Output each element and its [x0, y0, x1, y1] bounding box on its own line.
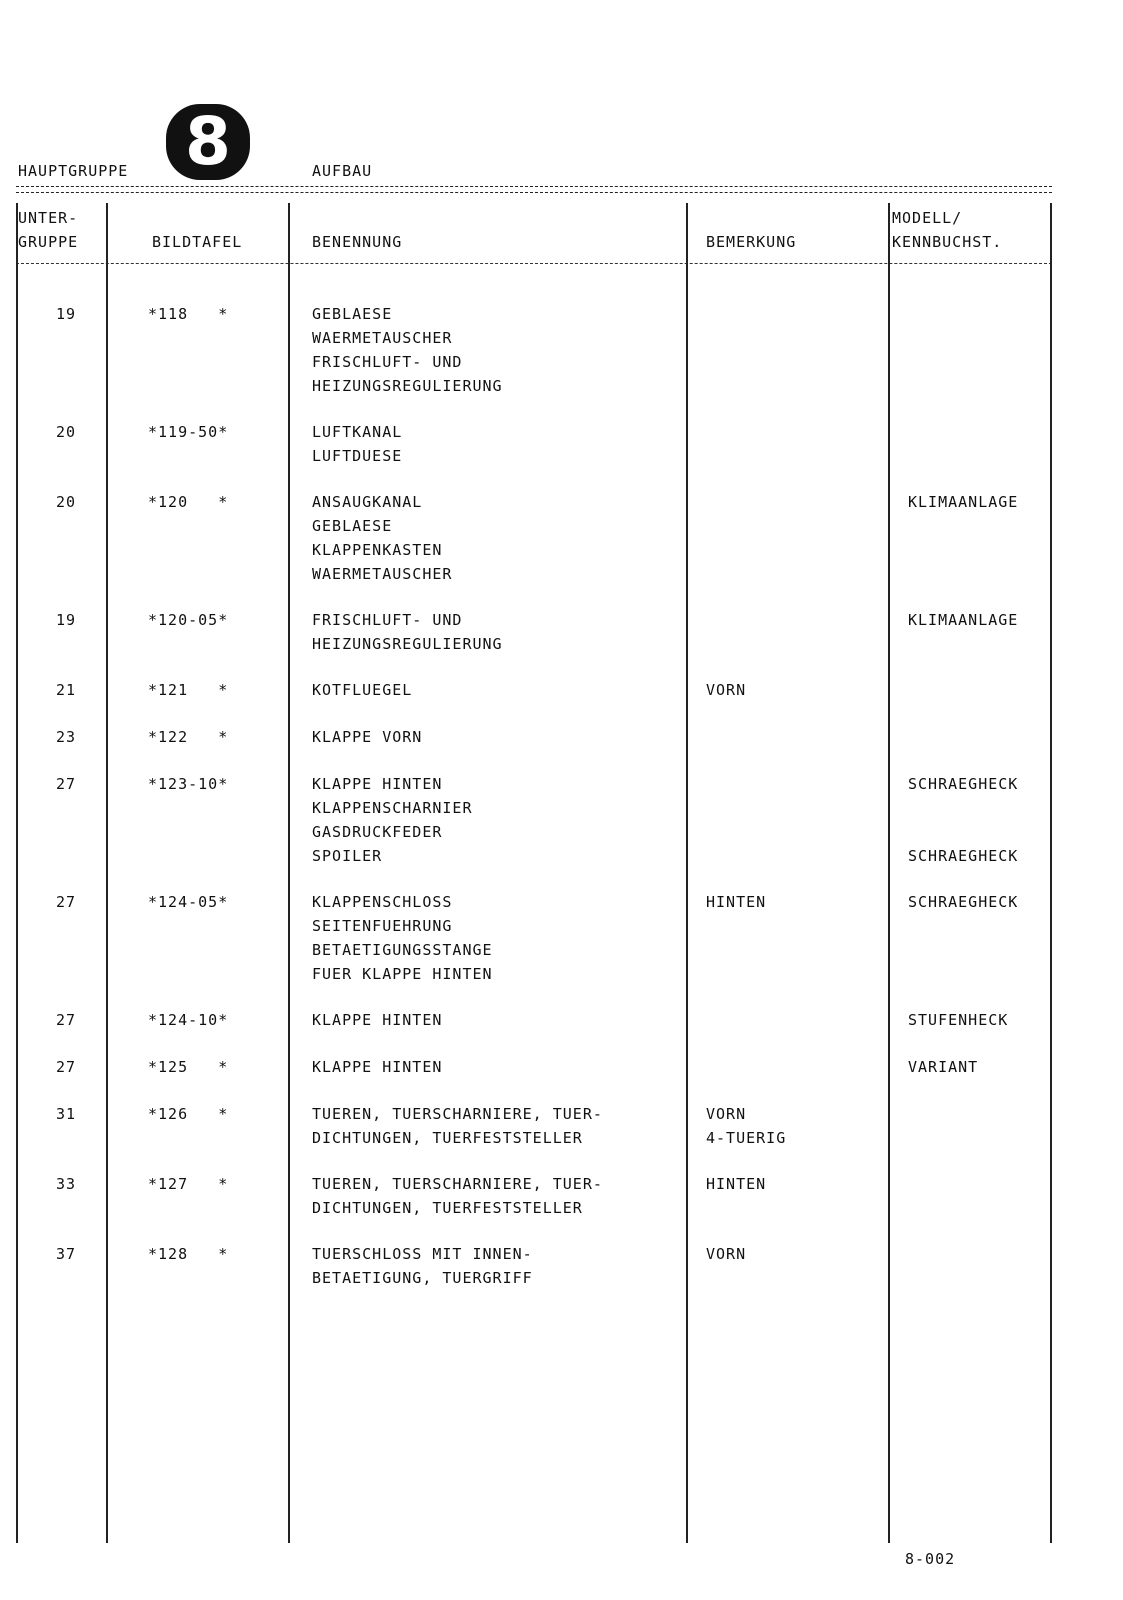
- group-label: HAUPTGRUPPE: [18, 162, 129, 180]
- untergruppe-cell: 27: [56, 1011, 77, 1029]
- bildtafel-cell: *118 *: [148, 305, 229, 323]
- benennung-cell: TUERSCHLOSS MIT INNEN- BETAETIGUNG, TUERGRIFF: [312, 1245, 533, 1287]
- modell-cell: STUFENHECK: [908, 1011, 1009, 1029]
- untergruppe-cell: 19: [56, 611, 77, 629]
- column-divider-left: [16, 203, 18, 1543]
- column-divider-2: [288, 203, 290, 1543]
- untergruppe-cell: 37: [56, 1245, 77, 1263]
- bemerkung-cell: VORN 4-TUERIG: [706, 1105, 787, 1147]
- bildtafel-cell: *119-50*: [148, 423, 229, 441]
- bemerkung-cell: VORN: [706, 1245, 747, 1263]
- untergruppe-cell: 20: [56, 423, 77, 441]
- col-bemerkung: BEMERKUNG: [706, 233, 797, 251]
- bildtafel-cell: *124-05*: [148, 893, 229, 911]
- column-divider-4: [888, 203, 890, 1543]
- untergruppe-cell: 23: [56, 728, 77, 746]
- untergruppe-cell: 33: [56, 1175, 77, 1193]
- benennung-cell: KLAPPE VORN: [312, 728, 423, 746]
- bemerkung-cell: HINTEN: [706, 893, 767, 911]
- benennung-cell: KLAPPE HINTEN KLAPPENSCHARNIER GASDRUCKFEDER SPOILER: [312, 775, 473, 865]
- bemerkung-cell: HINTEN: [706, 1175, 767, 1193]
- bildtafel-cell: *123-10*: [148, 775, 229, 793]
- header-single-rule: [16, 263, 1052, 264]
- col-modell-line1: MODELL/: [892, 209, 963, 227]
- benennung-cell: LUFTKANAL LUFTDUESE: [312, 423, 403, 465]
- benennung-cell: TUEREN, TUERSCHARNIERE, TUER- DICHTUNGEN, TUERFESTSTELLER: [312, 1105, 603, 1147]
- bildtafel-cell: *122 *: [148, 728, 229, 746]
- benennung-cell: GEBLAESE WAERMETAUSCHER FRISCHLUFT- UND HEIZUNGSREGULIERUNG: [312, 305, 503, 395]
- untergruppe-cell: 27: [56, 893, 77, 911]
- benennung-cell: KOTFLUEGEL: [312, 681, 413, 699]
- bildtafel-cell: *124-10*: [148, 1011, 229, 1029]
- bildtafel-cell: *126 *: [148, 1105, 229, 1123]
- modell-cell: KLIMAANLAGE: [908, 611, 1019, 629]
- col-untergruppe-line1: UNTER-: [18, 209, 79, 227]
- page-number: 8-002: [905, 1550, 956, 1568]
- untergruppe-cell: 20: [56, 493, 77, 511]
- untergruppe-cell: 31: [56, 1105, 77, 1123]
- benennung-cell: ANSAUGKANAL GEBLAESE KLAPPENKASTEN WAERMETAUSCHER: [312, 493, 453, 583]
- untergruppe-cell: 19: [56, 305, 77, 323]
- benennung-cell: KLAPPE HINTEN: [312, 1058, 443, 1076]
- untergruppe-cell: 27: [56, 775, 77, 793]
- column-divider-1: [106, 203, 108, 1543]
- column-divider-right: [1050, 203, 1052, 1543]
- col-untergruppe-line2: GRUPPE: [18, 233, 79, 251]
- bildtafel-cell: *121 *: [148, 681, 229, 699]
- bildtafel-cell: *120 *: [148, 493, 229, 511]
- modell-cell: KLIMAANLAGE: [908, 493, 1019, 511]
- benennung-cell: KLAPPE HINTEN: [312, 1011, 443, 1029]
- bildtafel-cell: *120-05*: [148, 611, 229, 629]
- bildtafel-cell: *127 *: [148, 1175, 229, 1193]
- untergruppe-cell: 27: [56, 1058, 77, 1076]
- col-modell-line2: KENNBUCHST.: [892, 233, 1003, 251]
- benennung-cell: FRISCHLUFT- UND HEIZUNGSREGULIERUNG: [312, 611, 503, 653]
- benennung-cell: KLAPPENSCHLOSS SEITENFUEHRUNG BETAETIGUNGSSTANGE FUER KLAPPE HINTEN: [312, 893, 493, 983]
- bildtafel-cell: *125 *: [148, 1058, 229, 1076]
- column-divider-3: [686, 203, 688, 1543]
- untergruppe-cell: 21: [56, 681, 77, 699]
- header-double-rule: [16, 186, 1052, 193]
- benennung-cell: TUEREN, TUERSCHARNIERE, TUER- DICHTUNGEN, TUERFESTSTELLER: [312, 1175, 603, 1217]
- group-number-badge: 8: [166, 104, 250, 180]
- modell-cell: SCHRAEGHECK SCHRAEGHECK: [908, 775, 1019, 865]
- col-bildtafel: BILDTAFEL: [152, 233, 243, 251]
- bemerkung-cell: VORN: [706, 681, 747, 699]
- modell-cell: SCHRAEGHECK: [908, 893, 1019, 911]
- bildtafel-cell: *128 *: [148, 1245, 229, 1263]
- col-benennung: BENENNUNG: [312, 233, 403, 251]
- modell-cell: VARIANT: [908, 1058, 979, 1076]
- group-title: AUFBAU: [312, 162, 373, 180]
